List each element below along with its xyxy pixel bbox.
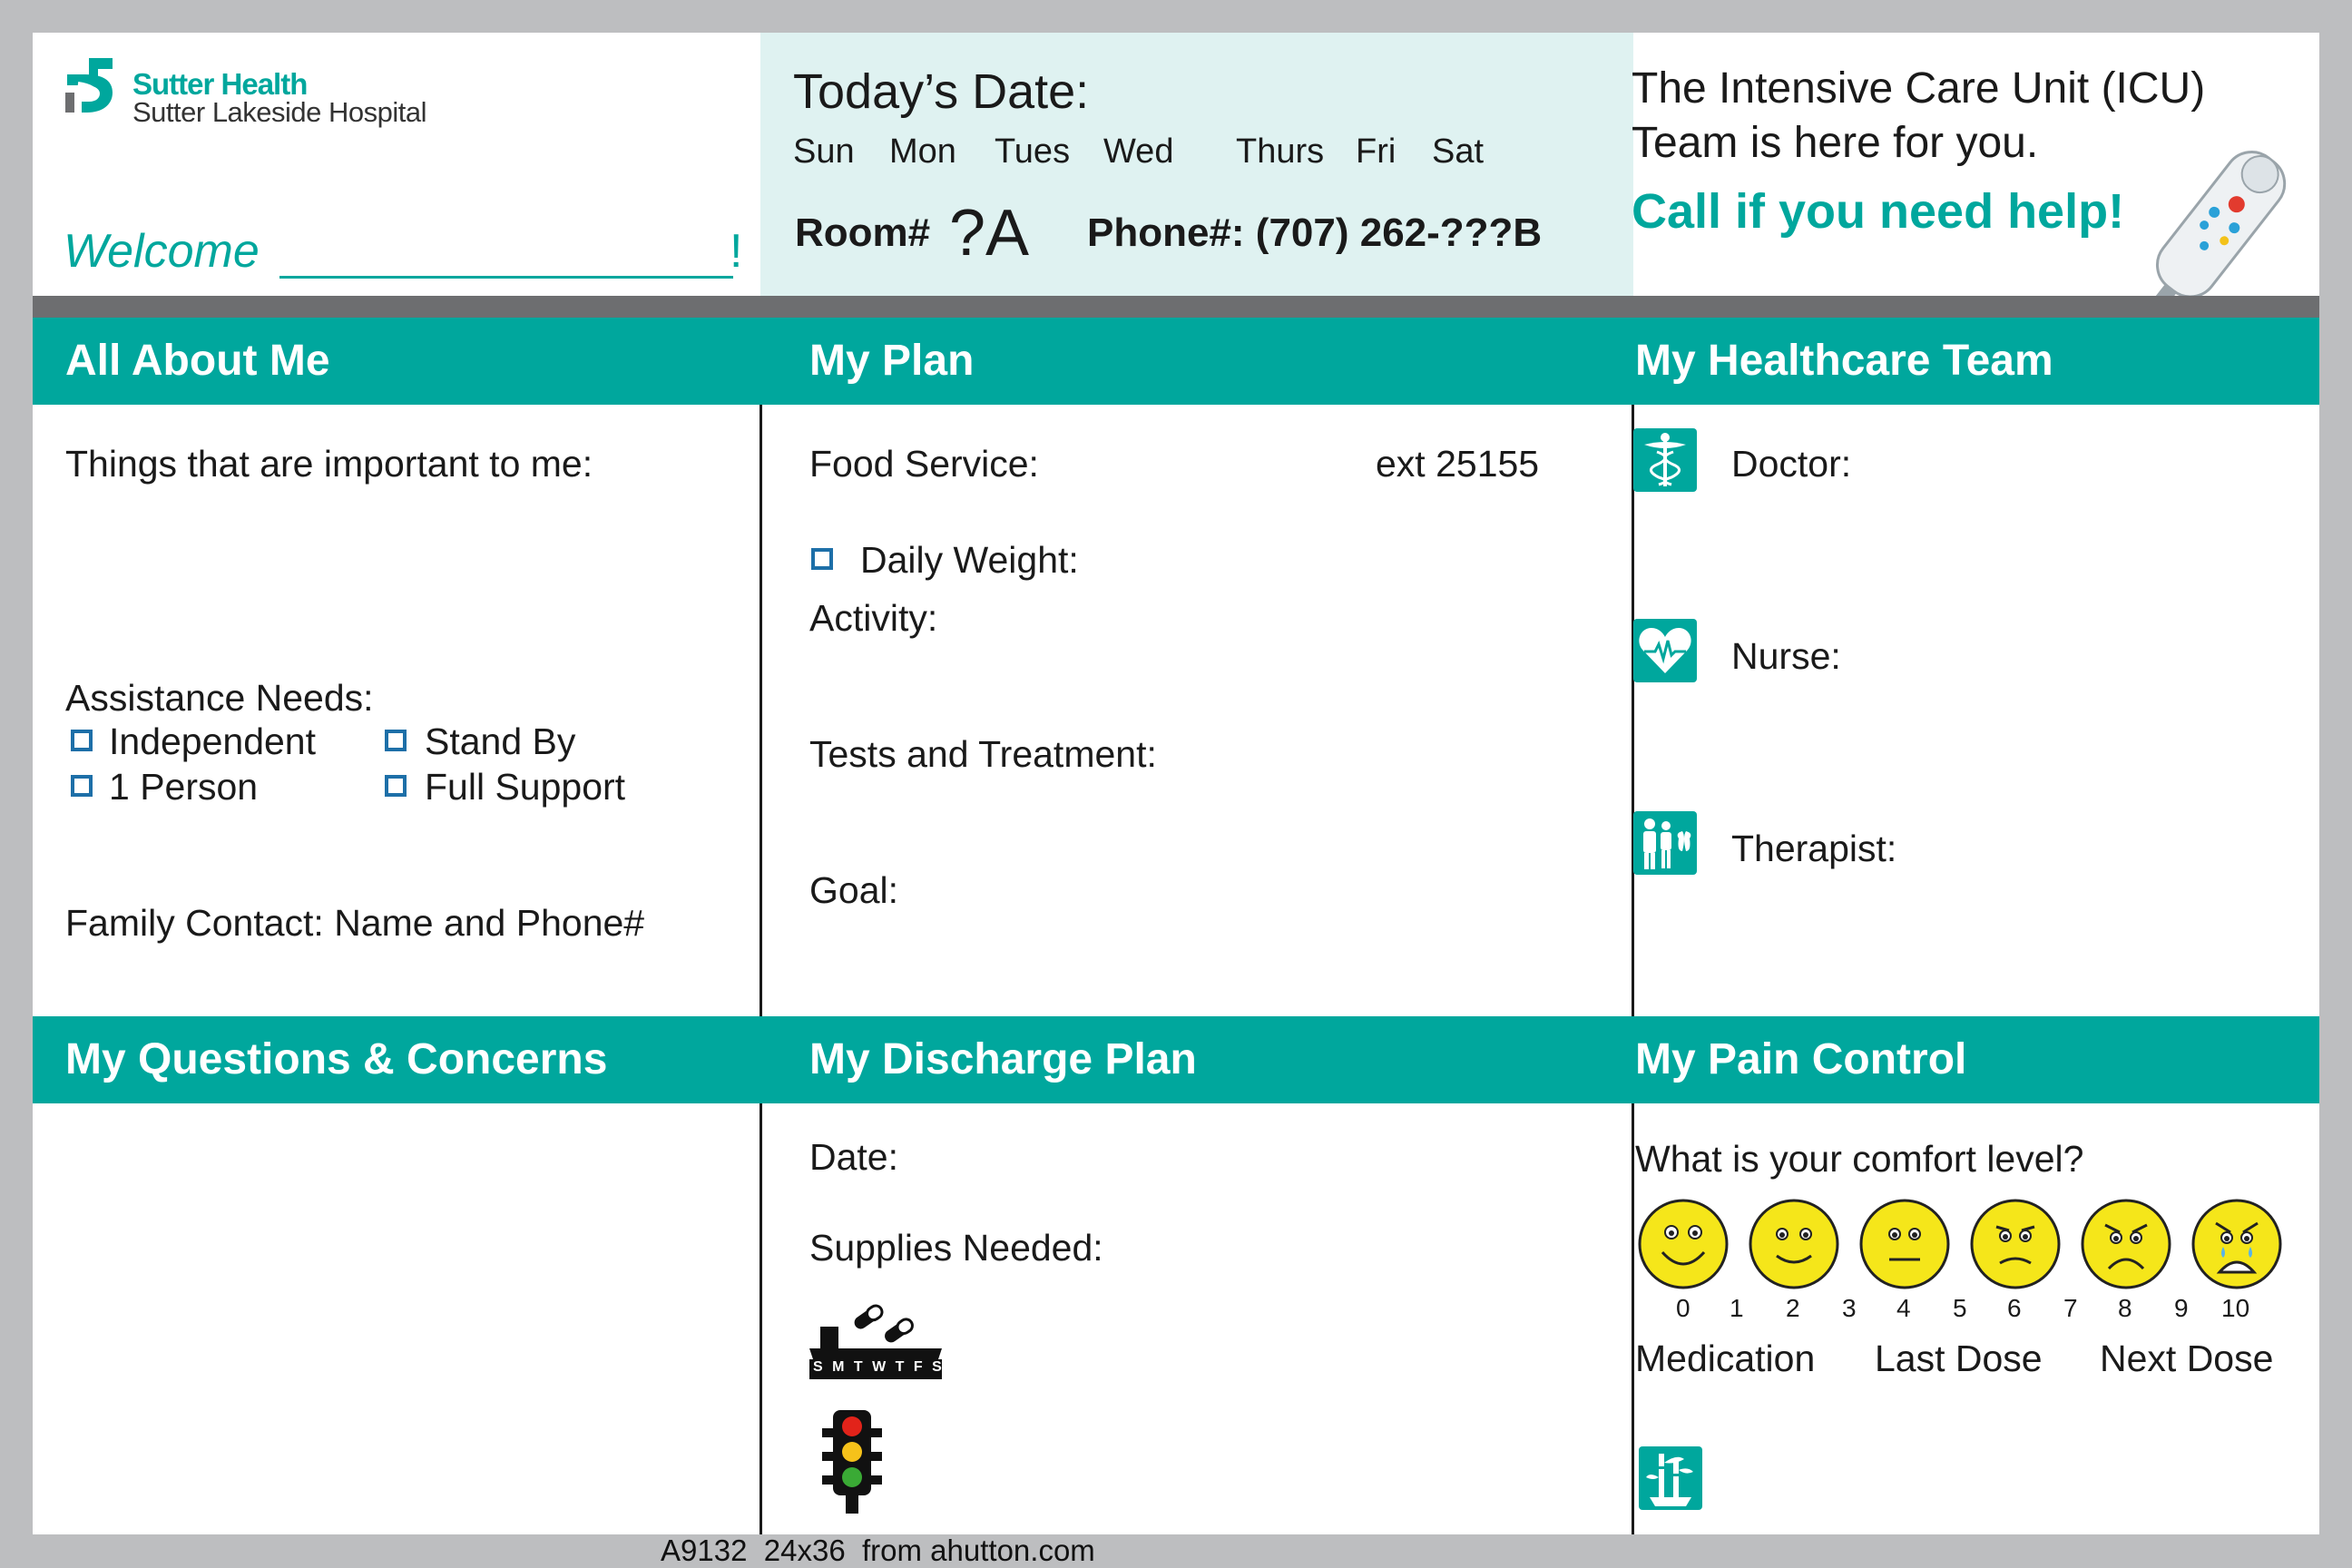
- welcome-name-line: [279, 276, 733, 279]
- phone-number: Phone#: (707) 262-???B: [1087, 211, 1543, 255]
- pain-face-6[interactable]: [1967, 1196, 2063, 1292]
- day-list: [793, 132, 1610, 178]
- questions-title: My Questions & Concerns: [65, 1035, 608, 1083]
- pain-face-4[interactable]: [1857, 1196, 1953, 1292]
- daily-weight-label: Daily Weight:: [860, 539, 1079, 581]
- family-contact-label: Family Contact: Name and Phone#: [65, 902, 645, 944]
- logo-subtitle: Sutter Lakeside Hospital: [132, 96, 427, 128]
- pill-organizer-days: S M T W T F S: [813, 1359, 945, 1375]
- welcome-exclaim: !: [730, 225, 743, 278]
- pain-scale-0: 0: [1676, 1294, 1690, 1322]
- top-separator-bar: [33, 296, 2319, 318]
- about-me-title: All About Me: [65, 337, 330, 385]
- day-thurs[interactable]: Thurs: [1236, 132, 1325, 171]
- bamboo-icon: [1639, 1446, 1702, 1510]
- pain-scale-7: 7: [2063, 1294, 2078, 1322]
- independent-checkbox[interactable]: [71, 730, 93, 751]
- one-person-checkbox[interactable]: [71, 775, 93, 797]
- pain-scale-10: 10: [2221, 1294, 2250, 1322]
- welcome-label: Welcome: [64, 225, 260, 278]
- call-remote-icon: [2138, 123, 2301, 323]
- nurse-label: Nurse:: [1731, 635, 1841, 677]
- room-number: ?A: [949, 197, 1030, 270]
- important-label: Things that are important to me:: [65, 443, 593, 485]
- last-dose-label: Last Dose: [1875, 1338, 2043, 1379]
- traffic-light-icon: [820, 1406, 884, 1515]
- call-help-text: Call if you need help!: [1632, 184, 2125, 239]
- day-sat[interactable]: Sat: [1432, 132, 1485, 171]
- stand-by-label: Stand By: [425, 720, 576, 762]
- day-fri[interactable]: Fri: [1356, 132, 1396, 171]
- therapist-label: Therapist:: [1731, 828, 1897, 869]
- tests-label: Tests and Treatment:: [809, 733, 1157, 775]
- pain-face-2[interactable]: [1746, 1196, 1842, 1292]
- activity-label: Activity:: [809, 597, 938, 639]
- pain-scale-4: 4: [1896, 1294, 1911, 1322]
- pain-face-0[interactable]: [1635, 1196, 1731, 1292]
- full-support-checkbox[interactable]: [385, 775, 407, 797]
- column-divider-left: [760, 318, 762, 1534]
- icu-line-1: The Intensive Care Unit (ICU): [1632, 64, 2206, 113]
- independent-label: Independent: [109, 720, 317, 762]
- pain-scale-6: 6: [2007, 1294, 2022, 1322]
- comfort-question: What is your comfort level?: [1635, 1138, 2084, 1180]
- footer-caption: A9132 24x36 from ahutton.com: [661, 1534, 1095, 1567]
- pill-organizer-icon: [808, 1296, 944, 1387]
- day-mon[interactable]: Mon: [889, 132, 956, 171]
- food-service-ext: ext 25155: [1376, 443, 1540, 485]
- next-dose-label: Next Dose: [2100, 1338, 2274, 1379]
- logo-title: Sutter Health: [132, 67, 308, 101]
- room-label: Room#: [795, 211, 931, 255]
- pain-scale-1: 1: [1730, 1294, 1744, 1322]
- pain-scale-3: 3: [1842, 1294, 1857, 1322]
- stand-by-checkbox[interactable]: [385, 730, 407, 751]
- pain-scale-5: 5: [1953, 1294, 1967, 1322]
- pain-face-8[interactable]: [2078, 1196, 2174, 1292]
- food-service-label: Food Service:: [809, 443, 1039, 485]
- pain-scale-8: 8: [2118, 1294, 2132, 1322]
- caduceus-icon: [1633, 428, 1697, 492]
- healthcare-team-title: My Healthcare Team: [1635, 337, 2053, 385]
- whiteboard: [33, 33, 2319, 1534]
- day-tues[interactable]: Tues: [995, 132, 1071, 171]
- pain-scale-numbers: [1635, 1294, 2288, 1330]
- todays-date-label: Today’s Date:: [793, 64, 1090, 119]
- day-sun[interactable]: Sun: [793, 132, 855, 171]
- discharge-date-label: Date:: [809, 1136, 898, 1178]
- daily-weight-checkbox[interactable]: [811, 548, 833, 570]
- my-plan-title: My Plan: [809, 337, 975, 385]
- goal-label: Goal:: [809, 869, 898, 911]
- full-support-label: Full Support: [425, 766, 626, 808]
- pain-control-title: My Pain Control: [1635, 1035, 1967, 1083]
- pain-face-10[interactable]: [2189, 1196, 2285, 1292]
- pain-scale-9: 9: [2174, 1294, 2189, 1322]
- sutter-health-logo: [62, 56, 122, 116]
- doctor-label: Doctor:: [1731, 443, 1852, 485]
- icu-line-2: Team is here for you.: [1632, 119, 2039, 167]
- one-person-label: 1 Person: [109, 766, 259, 808]
- heart-pulse-icon: [1633, 619, 1697, 682]
- pain-scale-2: 2: [1786, 1294, 1800, 1322]
- therapist-icon: [1633, 811, 1697, 875]
- discharge-title: My Discharge Plan: [809, 1035, 1197, 1083]
- medication-label: Medication: [1635, 1338, 1816, 1379]
- supplies-label: Supplies Needed:: [809, 1227, 1103, 1269]
- column-divider-right: [1632, 318, 1634, 1534]
- assistance-label: Assistance Needs:: [65, 677, 374, 719]
- day-wed[interactable]: Wed: [1103, 132, 1174, 171]
